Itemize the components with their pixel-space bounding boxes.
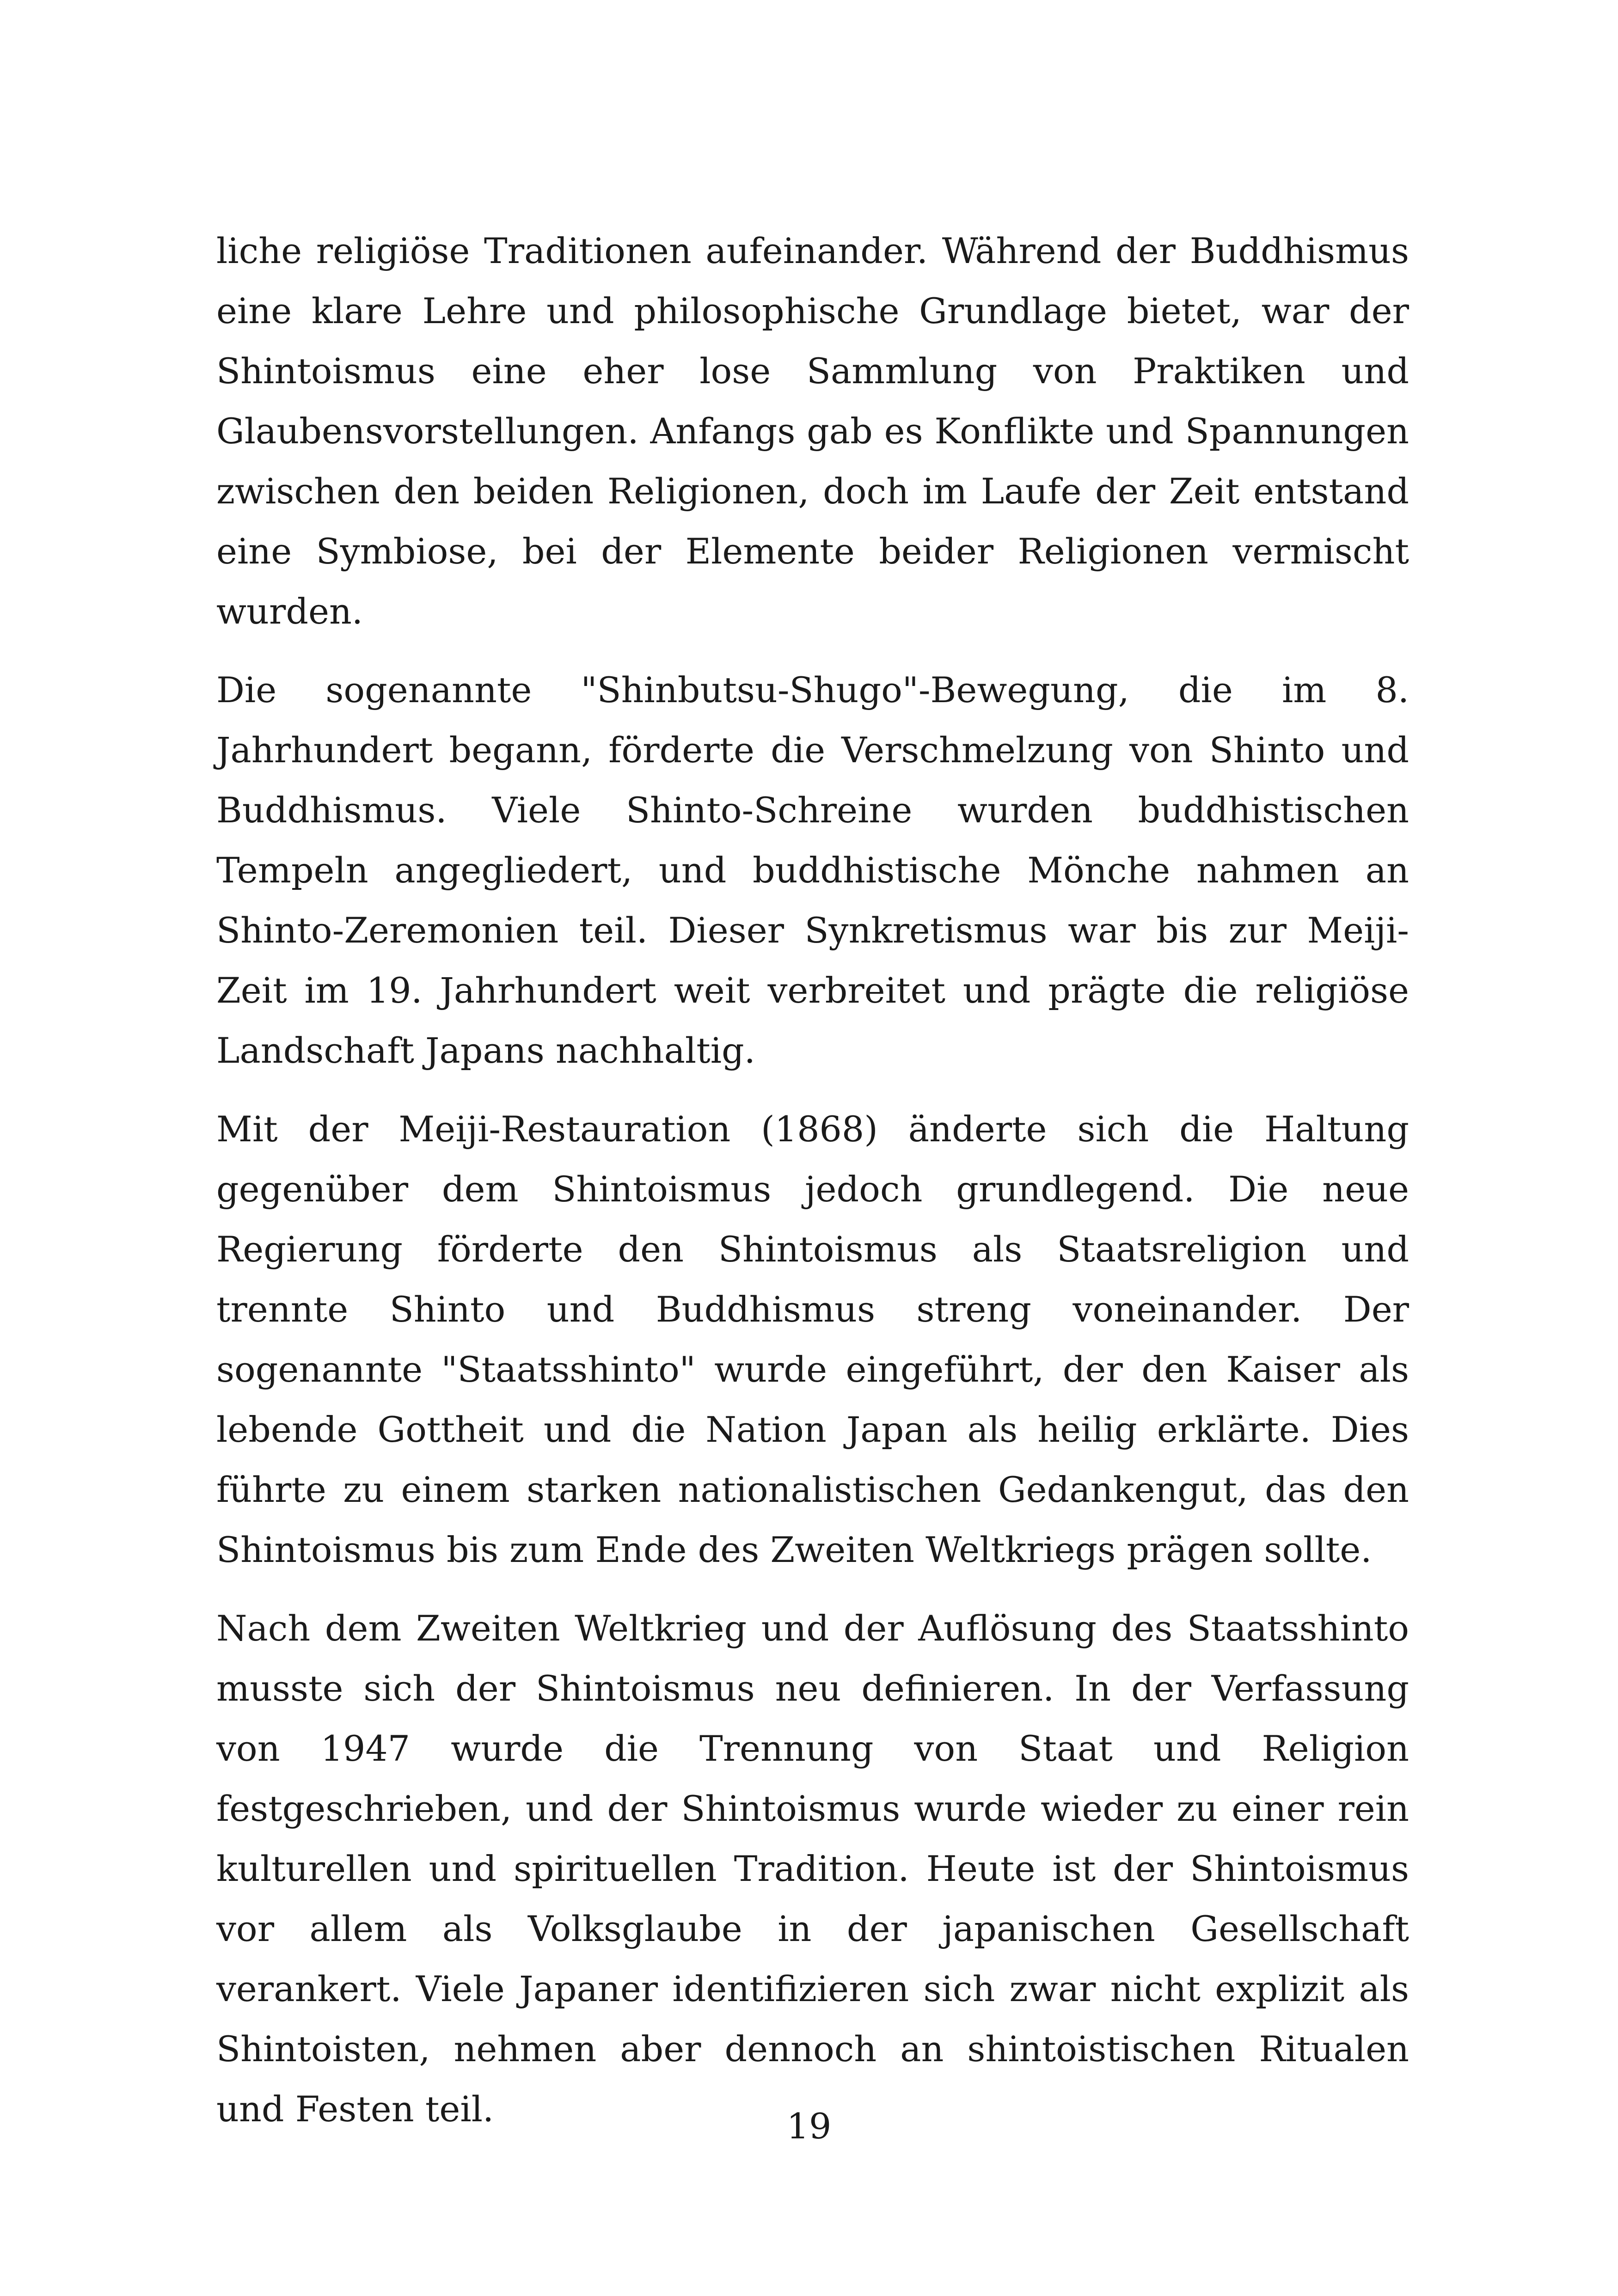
paragraph-3: Mit der Meiji-Restauration (1868) änderte sich die Haltung gegenüber dem Shintoismus jedoch grundlegend. Die neue Regierung förderte den Shintoismus als Staatsreligion und trennte Shinto und Buddhismus streng voneinander. Der sogenannte "Staatsshinto" wurde eingeführt, der den Kaiser als lebende Gottheit und die Nation Japan als heilig erklärte. Dies führte zu einem starken nationalistischen Gedankengut, das den Shintoismus bis zum Ende des Zweiten Weltkriegs prägen sollte. — [216, 1108, 1409, 1570]
paragraph-1: liche religiöse Traditionen aufeinander. Während der Buddhismus eine klare Lehre und philosophische Grundlage bietet, war der Shintoismus eine eher lose Sammlung von Praktiken und Glaubensvorstellungen. Anfangs gab es Konflikte und Spannungen zwischen den beiden Religionen, doch im Laufe der Zeit entstand eine Symbiose, bei der Elemente beider Religionen vermischt wurden. — [216, 230, 1409, 632]
page-number: 19 — [786, 2106, 832, 2147]
body-text — [216, 221, 1409, 2158]
paragraph-2: Die sogenannte "Shinbutsu-Shugo"-Bewegung, die im 8. Jahrhundert begann, förderte die Verschmelzung von Shinto und Buddhismus. Viele Shinto-Schreine wurden buddhistischen Tempeln angegliedert, und buddhistische Mönche nahmen an Shinto-Zeremonien teil. Dieser Synkretismus war bis zur Meiji-Zeit im 19. Jahrhundert weit verbreitet und prägte die religiöse Landschaft Japans nachhaltig. — [216, 669, 1409, 1071]
paragraph-4: Nach dem Zweiten Weltkrieg und der Auflösung des Staatsshinto musste sich der Shintoismus neu definieren. In der Verfassung von 1947 wurde die Trennung von Staat und Religion festgeschrieben, und der Shintoismus wurde wieder zu einer rein kulturellen und spirituellen Tradition. Heute ist der Shintoismus vor allem als Volksglaube in der japanischen Gesellschaft verankert. Viele Japaner identifizieren sich zwar nicht explizit als Shintoisten, nehmen aber dennoch an shintoistischen Ritualen und Festen teil. — [216, 1608, 1409, 2130]
